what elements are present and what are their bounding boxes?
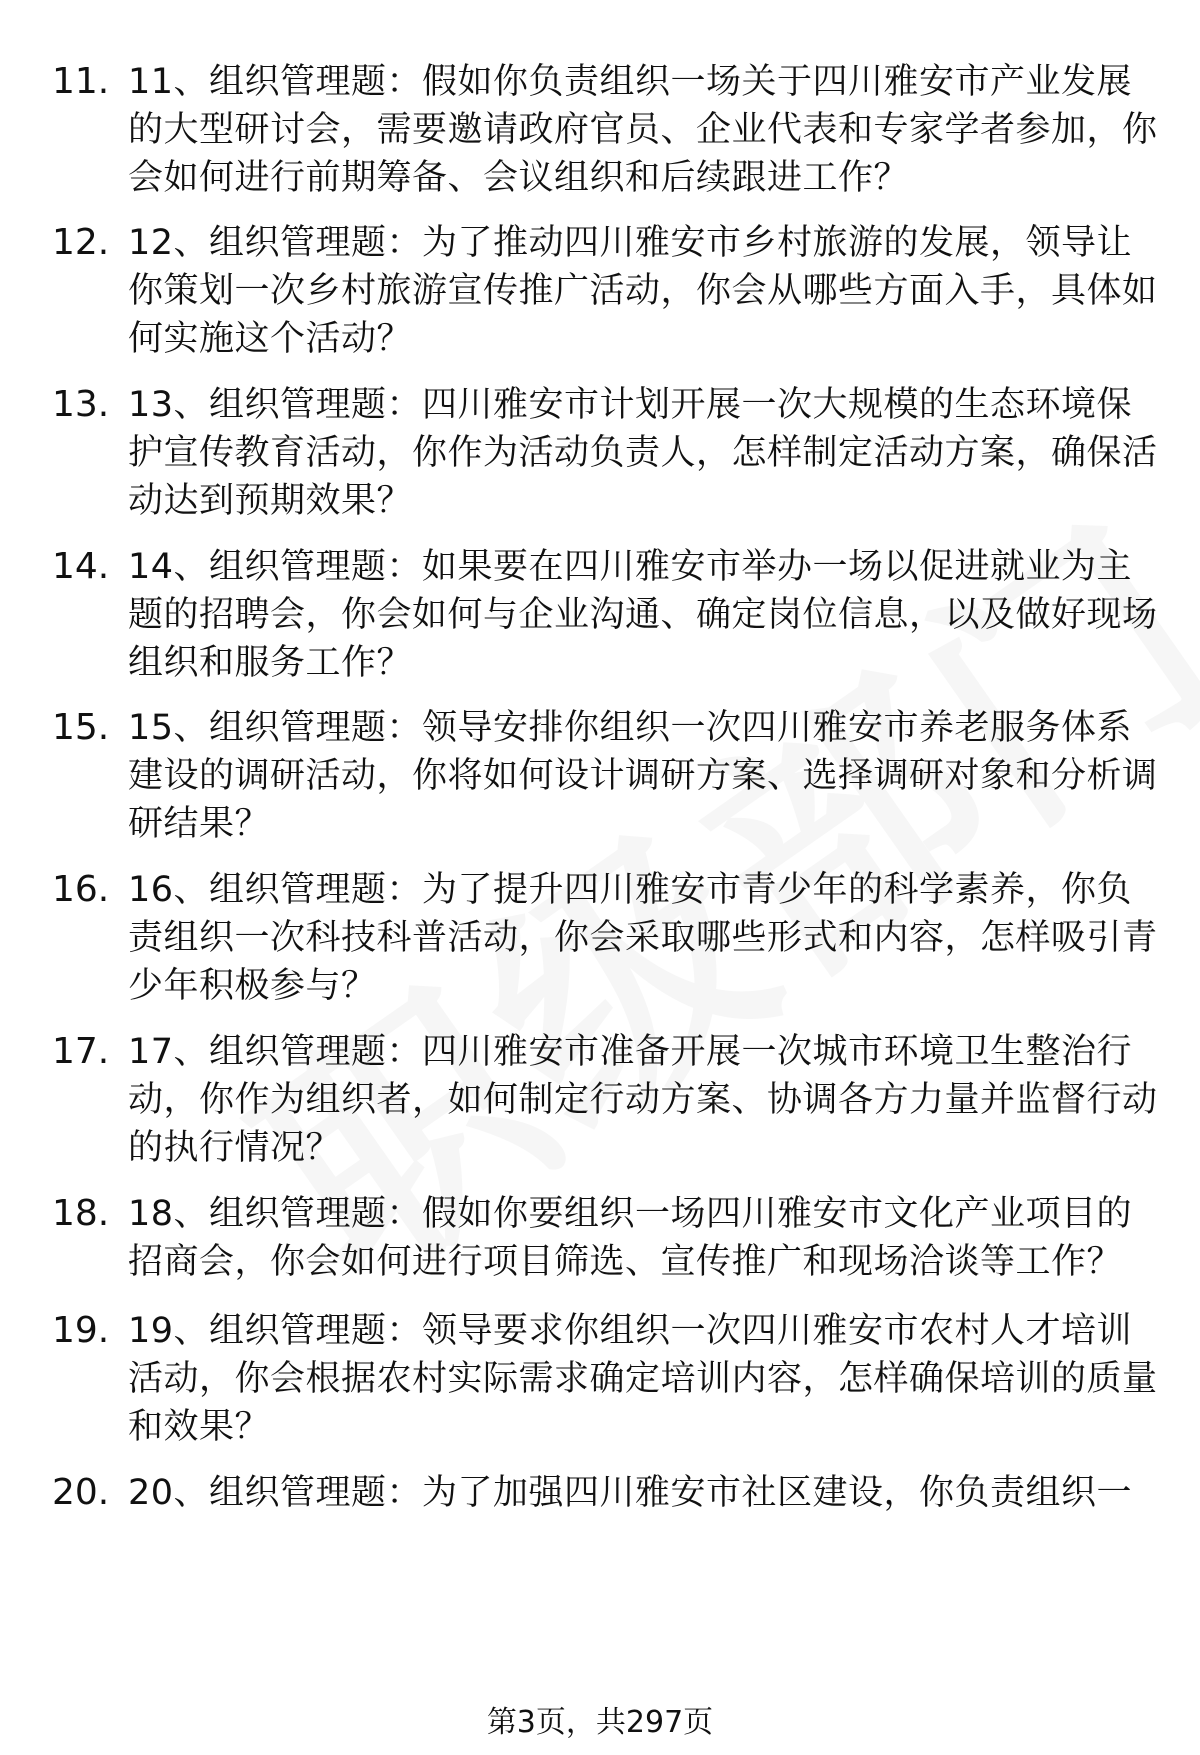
- question-item: [0, 1307, 1200, 1487]
- question-text: 13、组织管理题：四川雅安市计划开展一次大规模的生态环境保护宣传教育活动，你作为活动负责人，怎样制定活动方案，确保活动达到预期效果？: [128, 385, 1158, 521]
- question-number: 19.: [52, 1310, 110, 1351]
- question-text: 18、组织管理题：假如你要组织一场四川雅安市文化产业项目的招商会，你会如何进行项目筛选、宣传推广和现场洽谈等工作？: [128, 1194, 1133, 1282]
- question-number: 12.: [52, 222, 110, 263]
- question-text: 20、组织管理题：为了加强四川雅安市社区建设，你负责组织一: [128, 1473, 1133, 1513]
- question-number: 15.: [52, 707, 110, 748]
- question-text: 11、组织管理题：假如你负责组织一场关于四川雅安市产业发展的大型研讨会，需要邀请政府官员、企业代表和专家学者参加，你会如何进行前期筹备、会议组织和后续跟进工作？: [128, 62, 1158, 198]
- question-number: 16.: [52, 869, 110, 910]
- question-number: 13.: [52, 384, 110, 425]
- question-text: 15、组织管理题：领导安排你组织一次四川雅安市养老服务体系建设的调研活动，你将如何设计调研方案、选择调研对象和分析调研结果？: [128, 708, 1158, 844]
- question-text: 14、组织管理题：如果要在四川雅安市举办一场以促进就业为主题的招聘会，你会如何与企业沟通、确定岗位信息，以及做好现场组织和服务工作？: [128, 547, 1158, 683]
- question-number: 17.: [52, 1031, 110, 1072]
- question-text: 16、组织管理题：为了提升四川雅安市青少年的科学素养，你负责组织一次科技科普活动，你会采取哪些形式和内容，怎样吸引青少年积极参与？: [128, 870, 1158, 1006]
- question-text: 12、组织管理题：为了推动四川雅安市乡村旅游的发展，领导让你策划一次乡村旅游宣传推广活动，你会从哪些方面入手，具体如何实施这个活动？: [128, 223, 1158, 359]
- question-item: [0, 1469, 1200, 1529]
- question-item: [0, 704, 1200, 884]
- question-number: 14.: [52, 546, 110, 587]
- question-number: 11.: [52, 61, 110, 102]
- question-item: [0, 543, 1200, 723]
- question-text: 19、组织管理题：领导要求你组织一次四川雅安市农村人才培训活动，你会根据农村实际需求确定培训内容，怎样确保培训的质量和效果？: [128, 1311, 1158, 1447]
- question-item: [0, 219, 1200, 399]
- page-indicator: 第3页，共297页: [486, 1705, 714, 1740]
- question-item: [0, 1028, 1200, 1208]
- question-text: 17、组织管理题：四川雅安市准备开展一次城市环境卫生整治行动，你作为组织者，如何制定行动方案、协调各方力量并监督行动的执行情况？: [128, 1032, 1158, 1168]
- question-item: [0, 58, 1200, 238]
- question-number: 20.: [52, 1472, 110, 1513]
- question-item: [0, 381, 1200, 561]
- question-number: 18.: [52, 1193, 110, 1234]
- question-item: [0, 866, 1200, 1046]
